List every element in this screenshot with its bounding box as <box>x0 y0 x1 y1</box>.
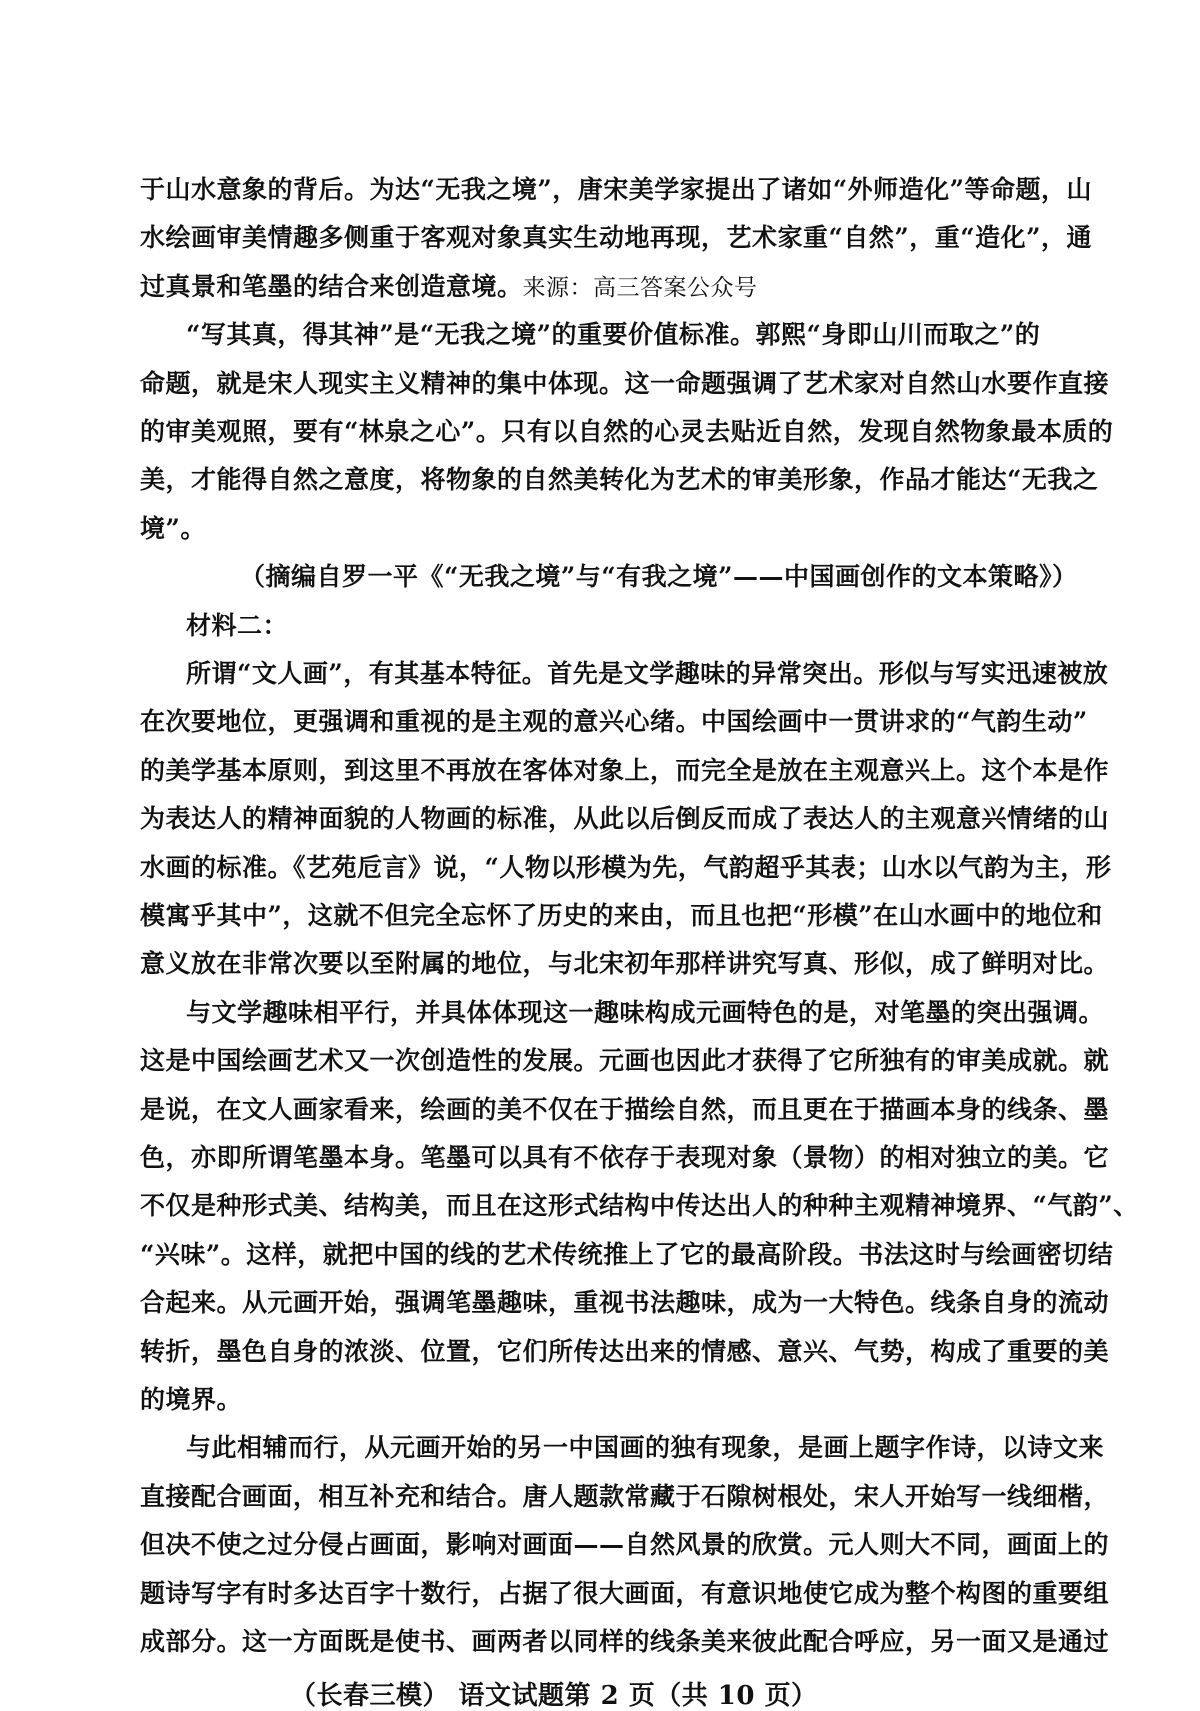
para5-line-4: 题诗写字有时多达百字十数行，占据了很大画面，有意识地使它成为整个构图的重要组 <box>140 1578 1110 1608</box>
para2-line-5: 境”。 <box>140 513 206 543</box>
para4-line-5: 不仅是种形式美、结构美，而且在这形式结构中传达出人的种种主观精神境界、“气韵”、 <box>140 1191 1139 1221</box>
para4-line-9: 的境界。 <box>140 1385 243 1414</box>
para5-line-2: 直接配合画面，相互补充和结合。唐人题款常藏于石隙树根处，宋人开始写一线细楷， <box>140 1481 1110 1511</box>
source-note: 来源：高三答案公众号 <box>522 274 758 301</box>
para2-line-4: 美，才能得自然之意度，将物象的自然美转化为艺术的审美形象，作品才能达“无我之 <box>140 465 1099 495</box>
para5-line-5: 成部分。这一方面既是使书、画两者以同样的线条美来彼此配合呼应，另一面又是通过 <box>140 1627 1110 1656</box>
para5-line-3: 但决不使之过分侵占画面，影响对画面——自然风景的欣赏。元人则大不同，画面上的 <box>140 1530 1110 1560</box>
para1-line-1: 于山水意象的背后。为达“无我之境”，唐宋美学家提出了诸如“外师造化”等命题，山 <box>140 175 1093 204</box>
para5-line-1: 与此相辅而行，从元画开始的另一中国画的独有现象，是画上题字作诗，以诗文来 <box>186 1433 1105 1463</box>
para4-line-7: 合起来。从元画开始，强调笔墨趣味，重视书法趣味，成为一大特色。线条自身的流动 <box>140 1288 1110 1318</box>
para2-line-3: 的审美观照，要有“林泉之心”。只有以自然的心灵去贴近自然，发现自然物象最本质的 <box>140 417 1114 446</box>
material2-heading: 材料二： <box>186 610 289 640</box>
para2-line-1: “写其真，得其神”是“无我之境”的重要价值标准。郭熙“身即山川而取之”的 <box>186 320 1041 350</box>
para4-line-6: “兴味”。这样，就把中国的线的艺术传统推上了它的最高阶段。书法这时与绘画密切结 <box>140 1239 1114 1269</box>
para1-line-3 <box>140 272 758 303</box>
para2-line-2: 命题，就是宋人现实主义精神的集中体现。这一命题强调了艺术家对自然山水要作直接 <box>140 368 1110 398</box>
para4-line-1: 与文学趣味相平行，并具体体现这一趣味构成元画特色的是，对笔墨的突出强调。 <box>186 997 1105 1027</box>
para1-line-2: 水绘画审美情趣多侧重于客观对象真实生动地再现，艺术家重“自然”，重“造化”，通 <box>140 223 1093 253</box>
para3-line-4: 为表达人的精神面貌的人物画的标准，从此以后倒反而成了表达人的主观意兴情绪的山 <box>140 804 1110 834</box>
para4-line-8: 转折，墨色自身的浓淡、位置，它们所传达出来的情感、意兴、气势，构成了重要的美 <box>140 1336 1110 1366</box>
para4-line-3: 是说，在文人画家看来，绘画的美不仅在于描绘自然，而且更在于描画本身的线条、墨 <box>140 1094 1110 1124</box>
para3-line-6: 模寓乎其中”，这就不但完全忘怀了历史的来由，而且也把“形模”在山水画中的地位和 <box>140 901 1103 930</box>
page-footer: （长春三模） 语文试题第 2 页（共 10 页） <box>290 1681 818 1711</box>
para3-line-7: 意义放在非常次要以至附属的地位，与北宋初年那样讲究写真、形似，成了鲜明对比。 <box>140 949 1110 979</box>
para3-line-3: 的美学基本原则，到这里不再放在客体对象上，而完全是放在主观意兴上。这个本是作 <box>140 755 1110 785</box>
para3-line-5: 水画的标准。《艺苑卮言》说，“人物以形模为先，气韵超乎其表；山水以气韵为主，形 <box>140 852 1112 882</box>
para3-line-2: 在次要地位，更强调和重视的是主观的意兴心绪。中国绘画中一贯讲求的“气韵生动” <box>140 707 1088 737</box>
para3-line-1: 所谓“文人画”，有其基本特征。首先是文学趣味的异常突出。形似与写实迅速被放 <box>186 659 1109 688</box>
para4-line-2: 这是中国绘画艺术又一次创造性的发展。元画也因此才获得了它所独有的审美成就。就 <box>140 1046 1110 1076</box>
citation: （摘编自罗一平《“无我之境”与“有我之境”——中国画创作的文本策略》） <box>240 562 1078 592</box>
para1-line-3-text: 过真景和笔墨的结合来创造意境。 <box>140 271 523 301</box>
para4-line-4: 色，亦即所谓笔墨本身。笔墨可以具有不依存于表现对象（景物）的相对独立的美。它 <box>140 1143 1110 1172</box>
